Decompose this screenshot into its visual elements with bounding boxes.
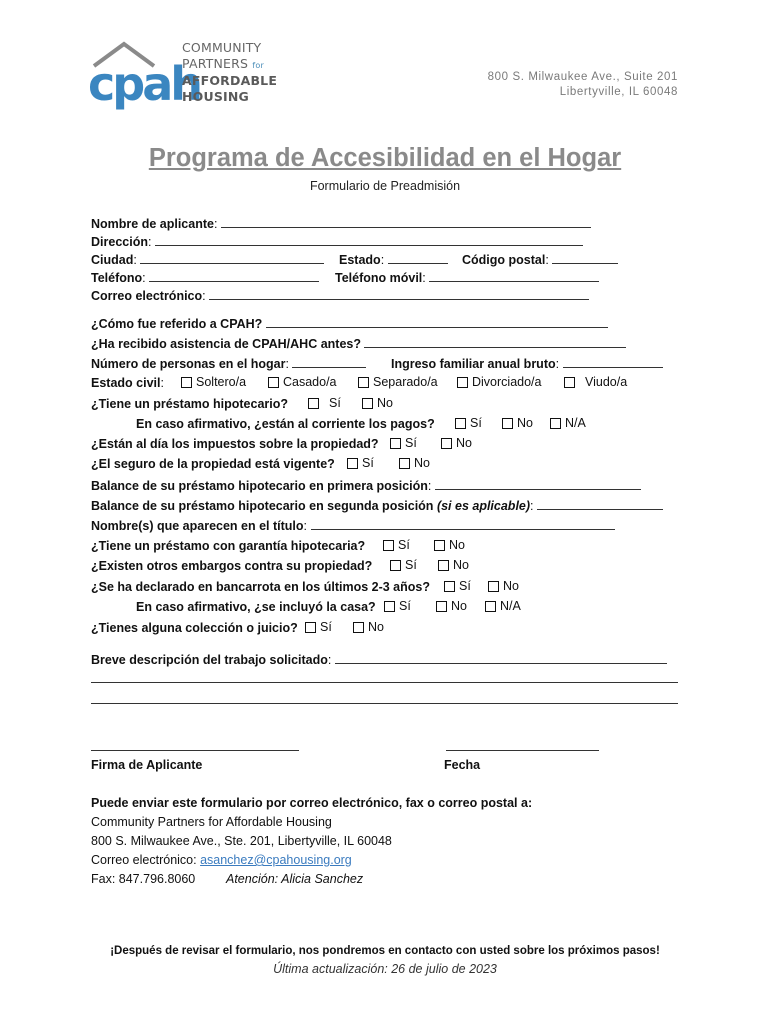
ciudad-input[interactable] <box>140 251 324 264</box>
casa-na-label: N/A <box>500 599 521 613</box>
estado-input[interactable] <box>388 251 448 264</box>
checkbox-garantia-no[interactable] <box>434 540 445 551</box>
bancarrota-si[interactable] <box>444 579 471 593</box>
logo-wordmark <box>182 40 277 104</box>
telefono-input[interactable] <box>149 269 319 282</box>
casa-si[interactable] <box>384 599 411 613</box>
label-balance2-note: (si es aplicable) <box>436 499 531 513</box>
telefono-movil-input[interactable] <box>429 269 599 282</box>
checkbox-bancarrota-no[interactable] <box>488 581 499 592</box>
label-telefono: Teléfono <box>91 271 143 285</box>
coleccion-no[interactable] <box>353 620 384 634</box>
row-titulo: Nombre(s) que aparecen en el título: <box>91 517 615 535</box>
row-nombre: Nombre de aplicante: <box>91 215 591 233</box>
submit-email <box>91 852 352 870</box>
checkbox-casado[interactable] <box>268 377 279 388</box>
fecha-label <box>444 757 480 775</box>
descripcion-input[interactable] <box>335 651 667 664</box>
embargos-no[interactable] <box>438 558 469 572</box>
label-referido: ¿Cómo fue referido a CPAH? <box>91 317 263 331</box>
checkbox-embargos-no[interactable] <box>438 560 449 571</box>
page-subtitle: Formulario de Preadmisión <box>309 179 461 193</box>
checkbox-bancarrota-si[interactable] <box>444 581 455 592</box>
codigo-postal-input[interactable] <box>552 251 618 264</box>
opt-separado[interactable] <box>358 375 438 389</box>
row-estado: Estado: <box>339 251 448 269</box>
logo-line-affordable: AFFORDABLE <box>182 73 278 88</box>
personas-input[interactable] <box>292 355 366 368</box>
checkbox-prestamo-no[interactable] <box>362 398 373 409</box>
garantia-no[interactable] <box>434 538 465 552</box>
firma-line[interactable] <box>91 750 299 751</box>
firma-label <box>91 757 202 775</box>
label-impuestos: ¿Están al día los impuestos sobre la propiedad? <box>91 437 379 451</box>
embargos-no-label: No <box>453 558 469 572</box>
label-titulo: Nombre(s) que aparecen en el título <box>91 519 304 533</box>
submit-attention: Atención: Alicia Sanchez <box>226 872 364 886</box>
garantia-si[interactable] <box>383 538 410 552</box>
casa-na[interactable] <box>485 599 521 613</box>
casa-no[interactable] <box>436 599 467 613</box>
email-link[interactable]: asanchez@cpahousing.org <box>200 853 352 867</box>
submit-address: 800 S. Milwaukee Ave., Ste. 201, Libertyville, IL 60048 <box>91 834 392 848</box>
checkbox-seguro-no[interactable] <box>399 458 410 469</box>
checkbox-seguro-si[interactable] <box>347 458 358 469</box>
submit-email-label: Correo electrónico: <box>91 853 201 867</box>
checkbox-casa-si[interactable] <box>384 601 395 612</box>
checkbox-viudo[interactable] <box>564 377 575 388</box>
opt-soltero[interactable] <box>181 375 246 389</box>
checkbox-pagos-na[interactable] <box>550 418 561 429</box>
garantia-si-label: Sí <box>398 538 410 552</box>
label-nombre: Nombre de aplicante <box>91 217 214 231</box>
pagos-si[interactable] <box>455 416 482 430</box>
label-estado: Estado <box>339 253 381 267</box>
fecha-label-text: Fecha <box>444 758 481 772</box>
label-personas: Número de personas en el hogar <box>91 357 286 371</box>
checkbox-pagos-no[interactable] <box>502 418 513 429</box>
submit-fax <box>91 871 195 889</box>
address-line-1: 800 S. Milwaukee Ave., Suite 201 <box>487 71 678 83</box>
logo-line-community: COMMUNITY <box>182 40 262 55</box>
impuestos-no[interactable] <box>441 436 472 450</box>
prestamo-no-label: No <box>377 396 393 410</box>
pagos-na[interactable] <box>550 416 586 430</box>
opt-viudo[interactable] <box>564 375 627 389</box>
checkbox-pagos-si[interactable] <box>455 418 466 429</box>
row-telefono-movil: Teléfono móvil: <box>335 269 599 287</box>
bancarrota-si-label: Sí <box>459 579 471 593</box>
opt-separado-label: Separado/a <box>373 375 438 389</box>
referido-input[interactable] <box>266 315 608 328</box>
seguro-no[interactable] <box>399 456 430 470</box>
row-asistencia <box>91 335 626 353</box>
row-estado-civil: Estado civil: <box>91 376 164 390</box>
row-telefono: Teléfono: <box>91 269 319 287</box>
row-prestamo <box>91 396 288 414</box>
checkbox-separado[interactable] <box>358 377 369 388</box>
label-casa: En caso afirmativo, ¿se incluyó la casa? <box>136 600 376 614</box>
checkbox-casa-no[interactable] <box>436 601 447 612</box>
prestamo-no[interactable] <box>362 396 393 410</box>
balance1-input[interactable] <box>435 477 641 490</box>
fecha-line[interactable] <box>446 750 599 751</box>
embargos-si[interactable] <box>390 558 417 572</box>
checkbox-coleccion-no[interactable] <box>353 622 364 633</box>
row-coleccion <box>91 620 298 638</box>
ingreso-input[interactable] <box>563 355 663 368</box>
balance2-input[interactable] <box>537 497 663 510</box>
label-garantia: ¿Tiene un préstamo con garantía hipotecaria? <box>91 539 366 553</box>
submit-fax-text: Fax: 847.796.8060 <box>91 872 196 886</box>
opt-casado-label: Casado/a <box>283 375 337 389</box>
label-asistencia: ¿Ha recibido asistencia de CPAH/AHC antes? <box>91 337 361 351</box>
footer-note: ¡Después de revisar el formulario, nos pondremos en contacto con usted sobre los próximos pasos! <box>110 945 660 957</box>
opt-soltero-label: Soltero/a <box>196 375 247 389</box>
label-embargos: ¿Existen otros embargos contra su propiedad? <box>91 559 373 573</box>
bancarrota-no[interactable] <box>488 579 519 593</box>
descripcion-line-3[interactable] <box>91 703 678 704</box>
label-ingreso: Ingreso familiar anual bruto <box>391 357 556 371</box>
row-codigo-postal: Código postal: <box>462 251 618 269</box>
logo-line-for: for <box>252 60 264 70</box>
titulo-input[interactable] <box>311 517 615 530</box>
pagos-si-label: Sí <box>470 416 482 430</box>
casa-no-label: No <box>451 599 467 613</box>
checkbox-impuestos-no[interactable] <box>441 438 452 449</box>
row-descripcion: Breve descripción del trabajo solicitado: <box>91 651 667 669</box>
checkbox-embargos-si[interactable] <box>390 560 401 571</box>
impuestos-si[interactable] <box>390 436 417 450</box>
prestamo-si[interactable] <box>308 396 341 410</box>
logo-line-partners: PARTNERS <box>182 55 249 71</box>
checkbox-impuestos-si[interactable] <box>390 438 401 449</box>
row-garantia <box>91 538 365 556</box>
logo-house-icon <box>88 38 200 130</box>
firma-label-text: Firma de Aplicante <box>91 758 203 772</box>
label-balance2: Balance de su préstamo hipotecario en segunda posición <box>91 499 434 513</box>
checkbox-soltero[interactable] <box>181 377 192 388</box>
label-codigo-postal: Código postal <box>462 253 546 267</box>
coleccion-no-label: No <box>368 620 384 634</box>
coleccion-si[interactable] <box>305 620 332 634</box>
svg-text:cpah: cpah <box>88 57 200 111</box>
pagos-no[interactable] <box>502 416 533 430</box>
impuestos-si-label: Sí <box>405 436 417 450</box>
label-direccion: Dirección <box>91 235 148 249</box>
submit-org: Community Partners for Affordable Housing <box>91 815 332 829</box>
label-pagos: En caso afirmativo, ¿están al corriente los pagos? <box>136 417 435 431</box>
checkbox-prestamo-si[interactable] <box>308 398 319 409</box>
label-ciudad: Ciudad <box>91 253 134 267</box>
opt-casado[interactable] <box>268 375 337 389</box>
seguro-si[interactable] <box>347 456 374 470</box>
pagos-na-label: N/A <box>565 416 586 430</box>
impuestos-no-label: No <box>456 436 472 450</box>
row-bancarrota <box>91 579 430 597</box>
submit-heading-text: Puede enviar este formulario por correo electrónico, fax o correo postal a: <box>91 796 533 810</box>
bancarrota-no-label: No <box>503 579 519 593</box>
label-descripcion: Breve descripción del trabajo solicitado <box>91 653 328 667</box>
correo-input[interactable] <box>209 287 589 300</box>
opt-divorciado[interactable] <box>457 375 541 389</box>
row-embargos <box>91 558 372 576</box>
checkbox-casa-na[interactable] <box>485 601 496 612</box>
checkbox-garantia-si[interactable] <box>383 540 394 551</box>
label-balance1: Balance de su préstamo hipotecario en primera posición <box>91 479 428 493</box>
label-coleccion: ¿Tienes alguna colección o juicio? <box>91 621 298 635</box>
row-correo: Correo electrónico: <box>91 287 589 305</box>
label-correo: Correo electrónico <box>91 289 203 303</box>
row-ingreso: Ingreso familiar anual bruto: <box>391 355 663 373</box>
label-prestamo: ¿Tiene un préstamo hipotecario? <box>91 397 289 411</box>
seguro-si-label: Sí <box>362 456 374 470</box>
logo-line-housing: HOUSING <box>182 88 250 104</box>
label-bancarrota: ¿Se ha declarado en bancarrota en los últimos 2-3 años? <box>91 580 430 594</box>
label-estado-civil: Estado civil <box>91 376 161 390</box>
coleccion-si-label: Sí <box>320 620 332 634</box>
checkbox-coleccion-si[interactable] <box>305 622 316 633</box>
submit-heading <box>91 795 532 813</box>
descripcion-line-2[interactable] <box>91 682 678 683</box>
casa-si-label: Sí <box>399 599 411 613</box>
checkbox-divorciado[interactable] <box>457 377 468 388</box>
prestamo-si-label: Sí <box>329 396 341 410</box>
row-balance1: Balance de su préstamo hipotecario en primera posición: <box>91 477 641 495</box>
page-title: Programa de Accesibilidad en el Hogar <box>148 144 622 172</box>
footer-updated: Última actualización: 26 de julio de 2023 <box>273 962 497 976</box>
row-casa <box>136 599 376 617</box>
row-seguro <box>91 456 335 474</box>
label-seguro: ¿El seguro de la propiedad está vigente? <box>91 457 335 471</box>
row-pagos <box>136 416 435 434</box>
header-address <box>488 70 678 100</box>
row-ciudad: Ciudad: <box>91 251 324 269</box>
row-balance2: Balance de su préstamo hipotecario en segunda posición (si es aplicable): <box>91 497 663 515</box>
label-telefono-movil: Teléfono móvil <box>335 271 423 285</box>
opt-divorciado-label: Divorciado/a <box>472 375 542 389</box>
row-referido <box>91 315 608 333</box>
garantia-no-label: No <box>449 538 465 552</box>
nombre-input[interactable] <box>221 215 591 228</box>
direccion-input[interactable] <box>155 233 583 246</box>
row-personas: Número de personas en el hogar: <box>91 355 366 373</box>
row-direccion: Dirección: <box>91 233 583 251</box>
pagos-no-label: No <box>517 416 533 430</box>
row-impuestos <box>91 436 379 454</box>
asistencia-input[interactable] <box>364 335 626 348</box>
seguro-no-label: No <box>414 456 430 470</box>
address-line-2: Libertyville, IL 60048 <box>559 86 678 98</box>
opt-viudo-label: Viudo/a <box>585 375 628 389</box>
embargos-si-label: Sí <box>405 558 417 572</box>
